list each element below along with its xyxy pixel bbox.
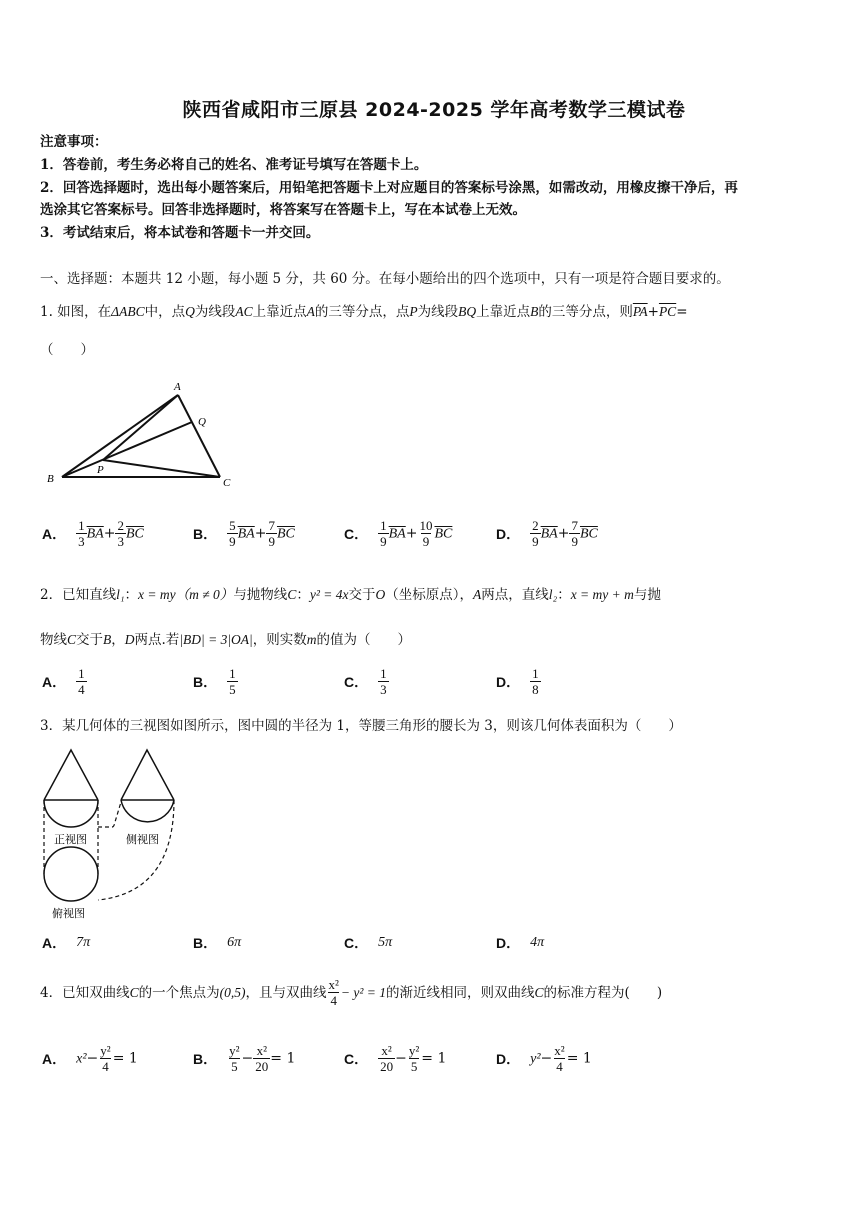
- segment-ac: [178, 395, 220, 477]
- notice-item-1: 1．答卷前，考生务必将自己的姓名、准考证号填写在答题卡上。: [40, 157, 428, 173]
- notice-item-2: 2．回答选择题时，选出每小题答案后，用铅笔把答题卡上对应题目的答案标号涂黑，如需改动，用橡皮擦干净后，再: [40, 180, 738, 196]
- q2-stem-line1: 2．已知直线l₁：x = my（m ≠ 0）与抛物线C：y² = 4x交于O（坐标原点），A两点，直线l₂：x = my + m与抛: [40, 587, 661, 603]
- q3-option-a[interactable]: [42, 933, 90, 953]
- label-p: P: [97, 464, 104, 476]
- label-a: A: [174, 381, 181, 393]
- option-label: A．: [42, 1050, 67, 1067]
- front-triangle: [44, 750, 98, 800]
- q3-option-c[interactable]: [344, 933, 392, 953]
- q1-segment-ac: AC: [235, 304, 253, 319]
- segment-pc: [103, 460, 220, 477]
- option-label: D．: [496, 525, 521, 542]
- label-c: C: [223, 477, 231, 489]
- q4-option-b[interactable]: B． $\frac{\text{y²}}{5}$ − $\frac{\text{x²}}{20}$ = 1: [193, 1043, 296, 1074]
- q4-option-a[interactable]: A． x²− $\frac{\text{y²}}{4}$ = 1: [42, 1043, 138, 1074]
- segment-pa: [103, 395, 178, 460]
- option-value: 6π: [227, 935, 242, 950]
- option-label: A．: [42, 673, 67, 690]
- top-circle: [44, 847, 98, 901]
- q2-option-a[interactable]: A． $\frac{1}{4}$: [42, 666, 85, 697]
- side-view-label: 侧视图: [126, 834, 159, 846]
- q1-vector-pa: $\overline{PA}$: [632, 304, 648, 319]
- q1-paren: （ ）: [40, 342, 94, 358]
- notice-item-3: 3．考试结束后，将本试卷和答题卡一并交回。: [40, 225, 320, 241]
- option-label: D．: [496, 673, 521, 690]
- q4-option-c[interactable]: C． $\frac{\text{x²}}{20}$ − $\frac{\text{y²}}{5}$ = 1: [344, 1043, 447, 1074]
- q4-option-d[interactable]: D． y²− $\frac{\text{x²}}{4}$ = 1: [496, 1043, 592, 1074]
- q3-option-d[interactable]: [496, 933, 544, 953]
- section-heading: 一、选择题：本题共 12 小题，每小题 5 分，共 60 分。在每小题给出的四个选项中，只有一项是符合题目要求的。: [40, 271, 730, 287]
- front-semicircle: [44, 800, 98, 827]
- option-value: 7π: [76, 935, 91, 950]
- option-label: A．: [42, 525, 67, 542]
- q1-equals: =: [676, 304, 688, 320]
- q1-stem: [40, 303, 688, 321]
- q3-stem: 3．某几何体的三视图如图所示，图中圆的半径为 1，等腰三角形的腰长为 3，则该几何体表面积为（ ）: [40, 718, 682, 734]
- q1-vector-pc: $\overline{PC}$: [658, 304, 677, 319]
- option-label: D．: [496, 935, 521, 951]
- q1-figure: [40, 375, 240, 490]
- q1-plus: +: [647, 304, 659, 320]
- option-label: B．: [193, 1050, 218, 1067]
- option-label: D．: [496, 1050, 521, 1067]
- side-semicircle: [121, 800, 174, 822]
- front-view-label: 正视图: [54, 834, 87, 846]
- q1-point-a: A: [306, 304, 315, 319]
- option-value: 5π: [378, 935, 393, 950]
- q1-text: 1. 如图，在: [40, 304, 112, 320]
- q1-option-b[interactable]: B． $\frac{5}{9}$ $\overline{BA}+$ $\frac{7}{9}$ $\overline{BC}$: [193, 518, 295, 549]
- q1-point-b: B: [530, 304, 539, 319]
- q1-text: 的三等分点，则: [538, 304, 633, 320]
- option-label: B．: [193, 673, 218, 690]
- q3-figure: [40, 742, 180, 922]
- label-q: Q: [198, 416, 206, 428]
- q2-stem-line2: 物线C交于B，D两点.若|BD| = 3|OA|，则实数m的值为（ ）: [40, 632, 412, 648]
- q1-text: 中，点: [144, 304, 186, 320]
- q2-option-c[interactable]: C． $\frac{1}{3}$: [344, 666, 387, 697]
- q2-option-b[interactable]: B． $\frac{1}{5}$: [193, 666, 236, 697]
- q1-triangle: ΔABC: [111, 304, 145, 319]
- notice-heading: 注意事项：: [40, 134, 108, 150]
- q1-text: 为线段: [417, 304, 459, 320]
- q1-option-a[interactable]: A． $\frac{1}{3}$ $\overline{BA}+$ $\frac{2}{3}$ $\overline{BC}$: [42, 518, 144, 549]
- option-label: B．: [193, 935, 218, 951]
- top-view-label: 俯视图: [52, 908, 85, 920]
- option-label: B．: [193, 525, 218, 542]
- q1-point-p: P: [409, 304, 418, 319]
- label-b: B: [47, 473, 54, 485]
- q2-option-d[interactable]: D． $\frac{1}{8}$: [496, 666, 539, 697]
- q3-option-b[interactable]: [193, 933, 241, 953]
- q1-text: 的三等分点，点: [314, 304, 410, 320]
- q1-text: 上靠近点: [476, 304, 531, 320]
- q1-point-q: Q: [185, 304, 195, 319]
- option-value: 4π: [530, 935, 545, 950]
- option-label: A．: [42, 935, 67, 951]
- notice-item-2-cont: 选涂其它答案标号。回答非选择题时，将答案写在答题卡上，写在本试卷上无效。: [40, 202, 526, 218]
- q1-option-c[interactable]: C． $\frac{1}{9}$ $\overline{BA}+$ $\frac{10}{9}$ $\overline{BC}$: [344, 518, 453, 549]
- q1-segment-bq: BQ: [458, 304, 477, 319]
- q1-text: 为线段: [194, 304, 236, 320]
- q1-text: 上靠近点: [252, 304, 307, 320]
- option-label: C．: [344, 525, 369, 542]
- q1-option-d[interactable]: D． $\frac{2}{9}$ $\overline{BA}+$ $\frac{7}{9}$ $\overline{BC}$: [496, 518, 598, 549]
- option-label: C．: [344, 1050, 369, 1067]
- side-triangle: [121, 750, 174, 800]
- option-label: C．: [344, 935, 369, 951]
- q4-stem: 4．已知双曲线 C 的一个焦点为 (0,5) ，且与双曲线 $\frac{\text{x²}}{4}$ − y² = 1 的渐近线相同，则双曲线 C 的标准方程为( ): [40, 977, 663, 1008]
- page-title: 陕西省咸阳市三原县 2024-2025 学年高考数学三模试卷: [182, 99, 686, 121]
- option-label: C．: [344, 673, 369, 690]
